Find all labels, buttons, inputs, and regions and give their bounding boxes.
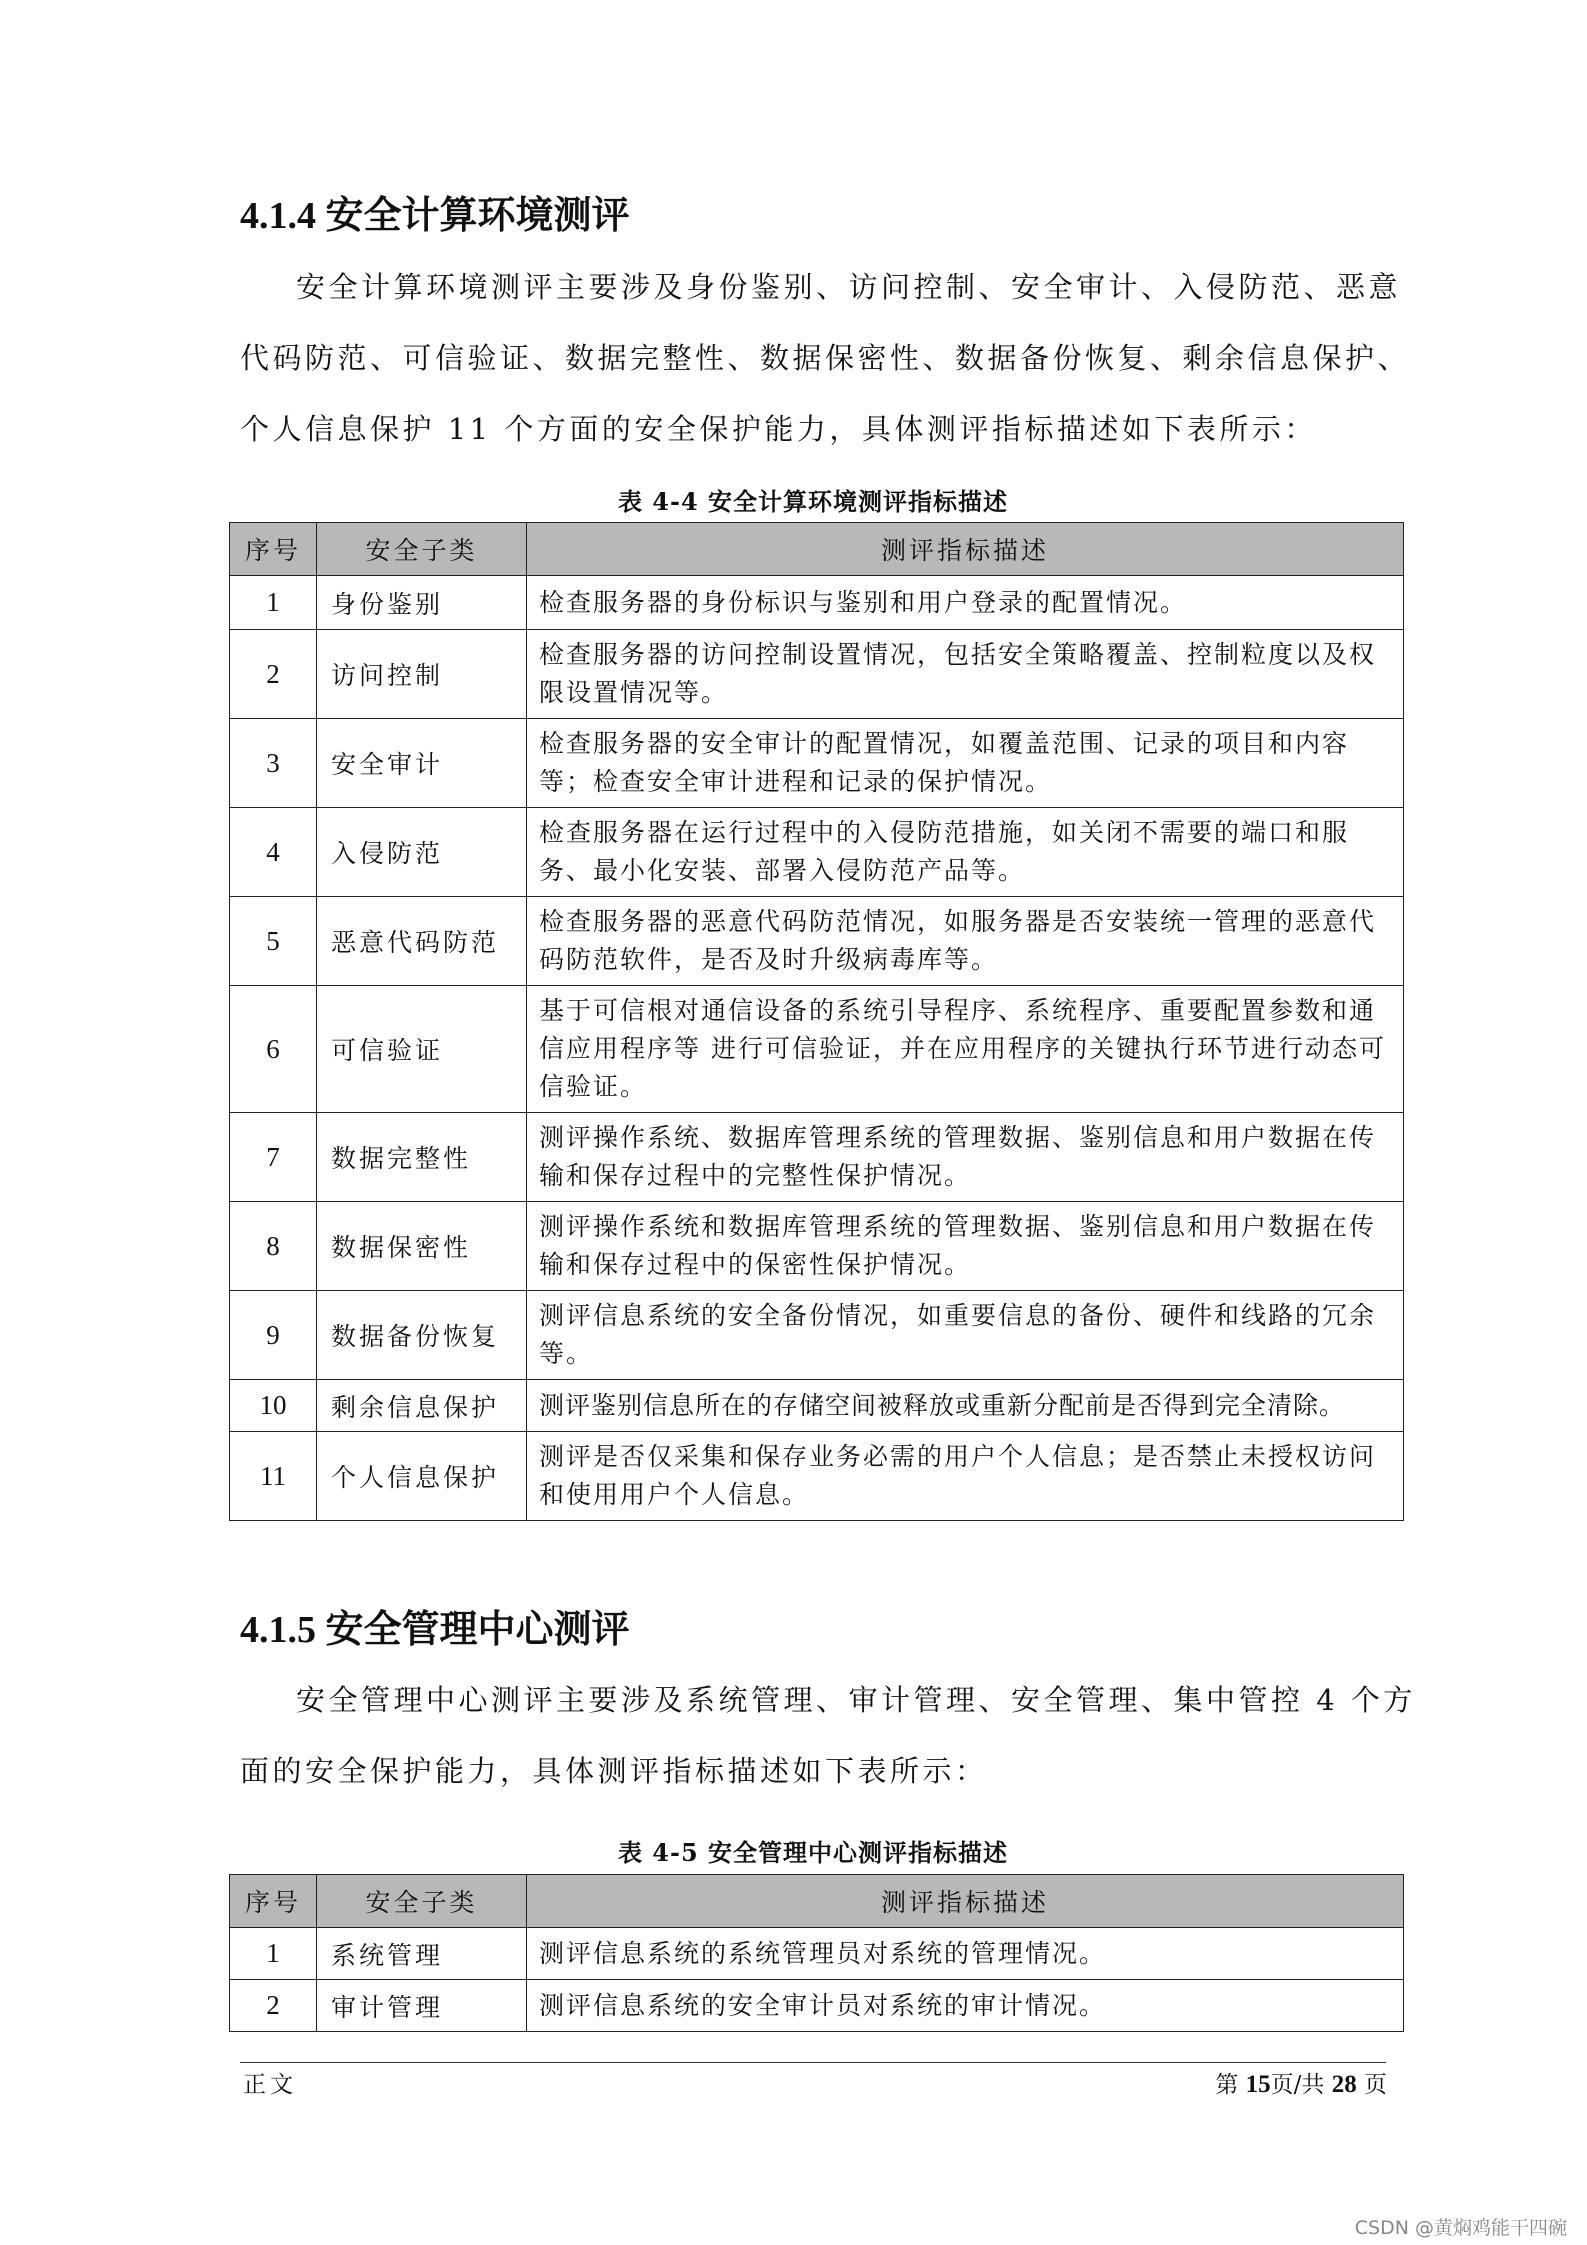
intro-line: 面的安全保护能力，具体测评指标描述如下表所示： — [240, 1754, 988, 1788]
section-4-1-5-intro — [240, 1675, 1416, 1817]
table-row — [230, 576, 1404, 630]
intro-line: 代码防范、可信验证、数据完整性、数据保密性、数据备份恢复、剩余信息保护、 — [240, 341, 1411, 375]
row-index: 10 — [230, 1380, 317, 1432]
table-row — [230, 1380, 1404, 1432]
row-index: 3 — [230, 719, 317, 808]
table-row — [230, 808, 1404, 897]
row-description: 测评操作系统、数据库管理系统的管理数据、鉴别信息和用户数据在传输和保存过程中的完整性保护情况。 — [527, 1113, 1404, 1202]
row-description: 基于可信根对通信设备的系统引导程序、系统程序、重要配置参数和通信应用程序等 进行可信验证，并在应用程序的关键执行环节进行动态可信验证。 — [527, 986, 1404, 1113]
row-index: 5 — [230, 897, 317, 986]
table-4-5-caption: 表 4-5 安全管理中心测评指标描述 — [617, 1838, 1009, 1867]
row-category: 身份鉴别 — [317, 576, 527, 630]
table-row — [230, 1928, 1404, 1980]
row-index: 8 — [230, 1202, 317, 1291]
row-description: 检查服务器的身份标识与鉴别和用户登录的配置情况。 — [527, 576, 1404, 630]
row-category: 数据保密性 — [317, 1202, 527, 1291]
page-suffix: 页 — [1356, 2072, 1387, 2098]
row-description: 测评操作系统和数据库管理系统的管理数据、鉴别信息和用户数据在传输和保存过程中的保密性保护情况。 — [527, 1202, 1404, 1291]
header-description: 测评指标描述 — [527, 523, 1404, 576]
row-category: 数据完整性 — [317, 1113, 527, 1202]
row-index: 9 — [230, 1291, 317, 1380]
page-current: 15 — [1245, 2071, 1271, 2098]
header-description: 测评指标描述 — [527, 1875, 1404, 1928]
row-index: 11 — [230, 1432, 317, 1521]
row-index: 2 — [230, 630, 317, 719]
row-category: 恶意代码防范 — [317, 897, 527, 986]
row-category: 数据备份恢复 — [317, 1291, 527, 1380]
row-description: 测评信息系统的系统管理员对系统的管理情况。 — [527, 1928, 1404, 1980]
row-index: 7 — [230, 1113, 317, 1202]
header-index: 序号 — [230, 523, 317, 576]
row-description: 测评信息系统的安全审计员对系统的审计情况。 — [527, 1980, 1404, 2032]
row-description: 检查服务器在运行过程中的入侵防范措施，如关闭不需要的端口和服务、最小化安装、部署入侵防范产品等。 — [527, 808, 1404, 897]
csdn-watermark: CSDN @黄焖鸡能干四碗 — [1354, 2217, 1567, 2239]
row-index: 2 — [230, 1980, 317, 2032]
row-category: 审计管理 — [317, 1980, 527, 2032]
table-row — [230, 986, 1404, 1113]
table-header-row — [230, 1875, 1404, 1928]
row-category: 剩余信息保护 — [317, 1380, 527, 1432]
table-row — [230, 719, 1404, 808]
table-row — [230, 1202, 1404, 1291]
row-index: 1 — [230, 1928, 317, 1980]
table-row — [230, 897, 1404, 986]
row-category: 系统管理 — [317, 1928, 527, 1980]
table-header-row — [230, 523, 1404, 576]
row-index: 1 — [230, 576, 317, 630]
intro-line: 安全计算环境测评主要涉及身份鉴别、访问控制、安全审计、入侵防范、恶意 — [296, 270, 1402, 304]
row-description: 测评是否仅采集和保存业务必需的用户个人信息；是否禁止未授权访问和使用用户个人信息。 — [527, 1432, 1404, 1521]
footer-divider — [240, 2062, 1386, 2063]
section-heading-4-1-5: 4.1.5 安全管理中心测评 — [240, 1609, 630, 1651]
row-index: 6 — [230, 986, 317, 1113]
intro-line: 个人信息保护 11 个方面的安全保护能力，具体测评指标描述如下表所示： — [240, 412, 1317, 446]
page-total: 28 — [1331, 2071, 1357, 2098]
intro-line: 安全管理中心测评主要涉及系统管理、审计管理、安全管理、集中管控 4 个方 — [296, 1683, 1416, 1717]
row-category: 入侵防范 — [317, 808, 527, 897]
table-row — [230, 1291, 1404, 1380]
header-index: 序号 — [230, 1875, 317, 1928]
section-heading-4-1-4: 4.1.4 安全计算环境测评 — [240, 195, 630, 237]
row-category: 可信验证 — [317, 986, 527, 1113]
footer-section-label: 正文 — [243, 2072, 297, 2098]
header-category: 安全子类 — [317, 1875, 527, 1928]
page-mid: 页/共 — [1270, 2072, 1332, 2098]
row-category: 安全审计 — [317, 719, 527, 808]
row-description: 检查服务器的安全审计的配置情况，如覆盖范围、记录的项目和内容等；检查安全审计进程和记录的保护情况。 — [527, 719, 1404, 808]
table-row — [230, 1980, 1404, 2032]
row-description: 检查服务器的访问控制设置情况，包括安全策略覆盖、控制粒度以及权限设置情况等。 — [527, 630, 1404, 719]
table-4-4 — [229, 522, 1404, 1521]
row-index: 4 — [230, 808, 317, 897]
page-prefix: 第 — [1215, 2072, 1246, 2098]
table-row — [230, 1113, 1404, 1202]
section-4-1-4-intro — [240, 262, 1411, 475]
header-category: 安全子类 — [317, 523, 527, 576]
row-description: 测评信息系统的安全备份情况，如重要信息的备份、硬件和线路的冗余等。 — [527, 1291, 1404, 1380]
row-category: 个人信息保护 — [317, 1432, 527, 1521]
table-row — [230, 1432, 1404, 1521]
table-row — [230, 630, 1404, 719]
table-4-5 — [229, 1874, 1404, 2032]
row-description: 检查服务器的恶意代码防范情况，如服务器是否安装统一管理的恶意代码防范软件，是否及时升级病毒库等。 — [527, 897, 1404, 986]
row-category: 访问控制 — [317, 630, 527, 719]
row-description: 测评鉴别信息所在的存储空间被释放或重新分配前是否得到完全清除。 — [527, 1380, 1404, 1432]
table-4-4-caption: 表 4-4 安全计算环境测评指标描述 — [617, 487, 1009, 516]
footer-page-number — [1215, 2066, 1387, 2099]
